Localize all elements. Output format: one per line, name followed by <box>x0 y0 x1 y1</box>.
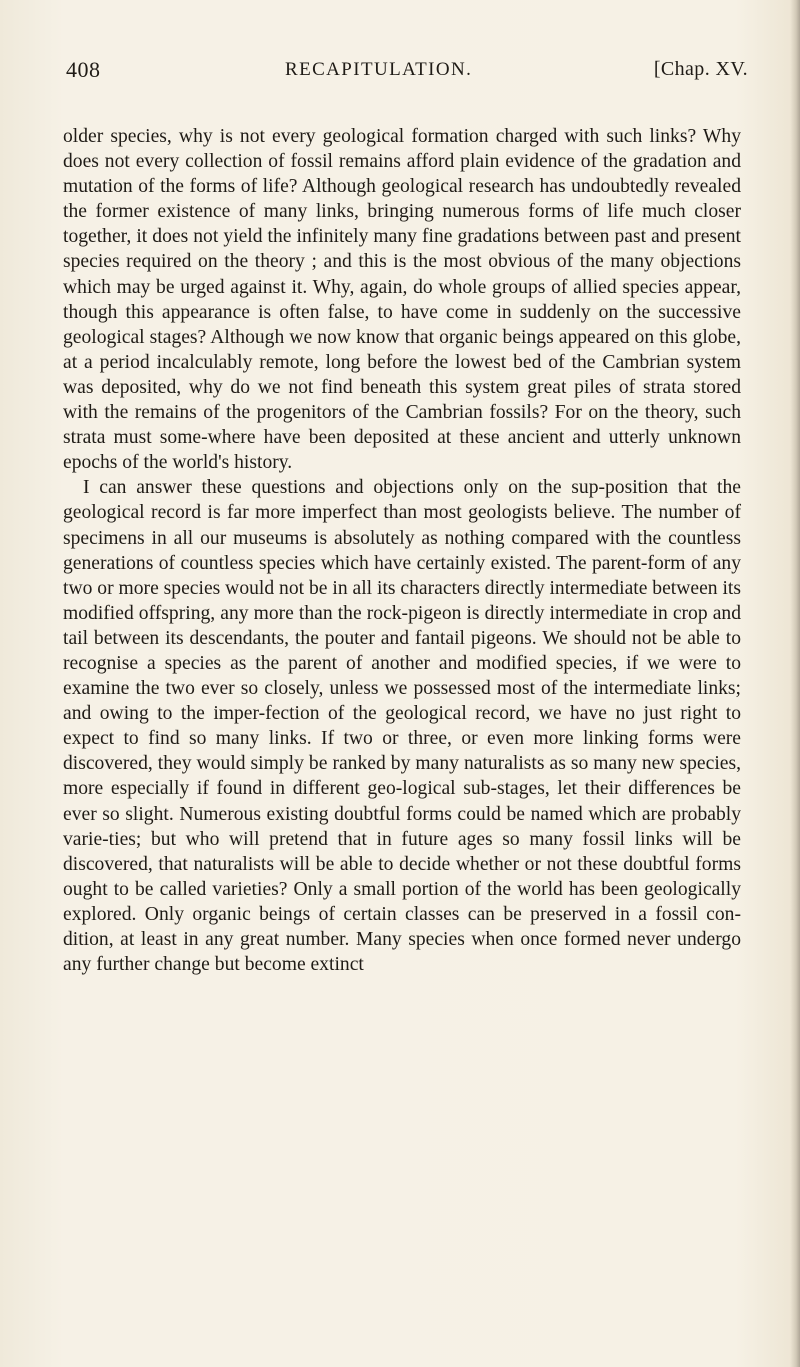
running-title: RECAPITULATION. <box>285 59 473 80</box>
page-number: 408 <box>66 57 101 82</box>
body-text <box>63 124 741 977</box>
paragraph-2: I can answer these questions and objections only on the sup-position that the geological record is far more imperfect than most geologists believe. The number of specimens in all our museums is absolutely as nothing compared with the countless generations of countless species which have certainly existed. The parent-form of any two or more species would not be in all its characters directly intermediate between its modified offspring, any more than the rock-pigeon is directly intermediate in crop and tail between its descendants, the pouter and fantail pigeons. We should not be able to recognise a species as the parent of another and modified species, if we were to examine the two ever so closely, unless we possessed most of the intermediate links; and owing to the imper-fection of the geological record, we have no just right to expect to find so many links. If two or three, or even more linking forms were discovered, they would simply be ranked by many naturalists as so many new species, more especially if found in different geo-logical sub-stages, let their differences be ever so slight. Numerous existing doubtful forms could be named which are probably varie-ties; but who will pretend that in future ages so many fossil links will be discovered, that naturalists will be able to decide whether or not these doubtful forms ought to be called varieties? Only a small portion of the world has been geologically explored. Only organic beings of certain classes can be preserved in a fossil con-dition, at least in any great number. Many species when once formed never undergo any further change but become extinct <box>63 477 741 976</box>
page-edge-shadow <box>790 0 800 1367</box>
chapter-label: [Chap. XV. <box>653 58 748 80</box>
paragraph-1: older species, why is not every geological formation charged with such links? Why does not every collection of fossil remains afford plain evidence of the gradation and mutation of the forms of life? Although geological research has undoubtedly revealed the former existence of many links, bringing numerous forms of life much closer together, it does not yield the infinitely many fine gradations between past and present species required on the theory ; and this is the most obvious of the many objections which may be urged against it. Why, again, do whole groups of allied species appear, though this appearance is often false, to have come in suddenly on the successive geological stages? Although we now know that organic beings appeared on this globe, at a period incalculably remote, long before the lowest bed of the Cambrian system was deposited, why do we not find beneath this system great piles of strata stored with the remains of the progenitors of the Cambrian fossils? For on the theory, such strata must some-where have been deposited at these ancient and utterly unknown epochs of the world's history. <box>63 126 741 474</box>
running-header <box>66 57 748 91</box>
